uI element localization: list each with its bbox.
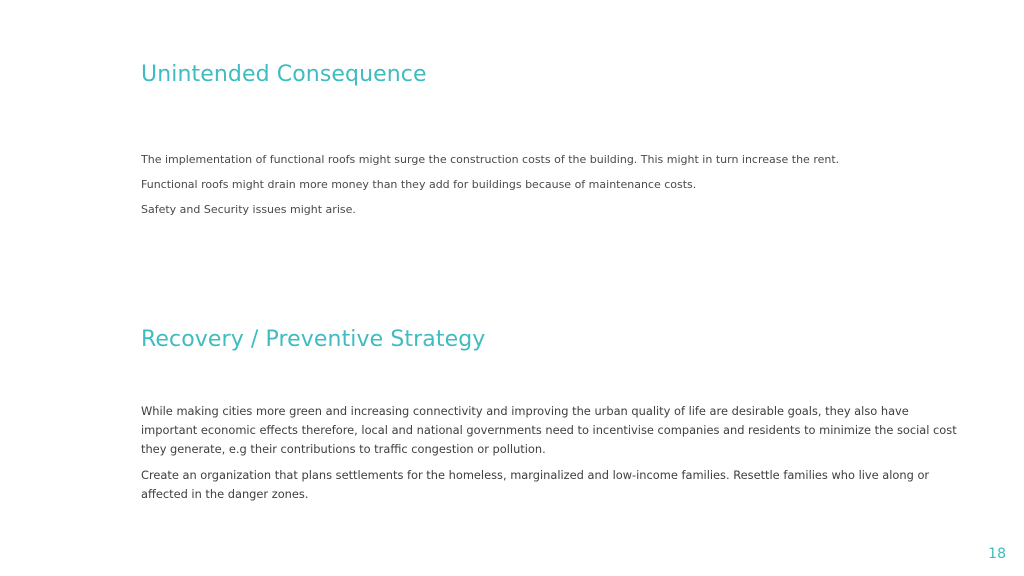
consequence-line-2: Functional roofs might drain more money than they add for buildings because of maintenance costs. <box>141 178 697 191</box>
page-number: 18 <box>988 546 1006 562</box>
consequence-line-3: Safety and Security issues might arise. <box>141 203 356 216</box>
recovery-strategy-heading: Recovery / Preventive Strategy <box>141 327 486 352</box>
strategy-paragraph-1: While making cities more green and increasing connectivity and improving the urban quality of life are desirable goals, they also have important economic effects therefore, local and national governments need to incentivise companies and residents to minimize the social cost they generate, e.g their contributions to traffic congestion or pollution. <box>141 404 957 456</box>
strategy-paragraph-2: Create an organization that plans settlements for the homeless, marginalized and low-income families. Resettle families who live along or affected in the danger zones. <box>141 468 930 501</box>
unintended-consequence-body <box>141 152 941 227</box>
recovery-strategy-body <box>141 402 961 511</box>
consequence-line-1: The implementation of functional roofs might surge the construction costs of the building. This might in turn increase the rent. <box>141 153 840 166</box>
unintended-consequence-heading: Unintended Consequence <box>141 62 427 87</box>
